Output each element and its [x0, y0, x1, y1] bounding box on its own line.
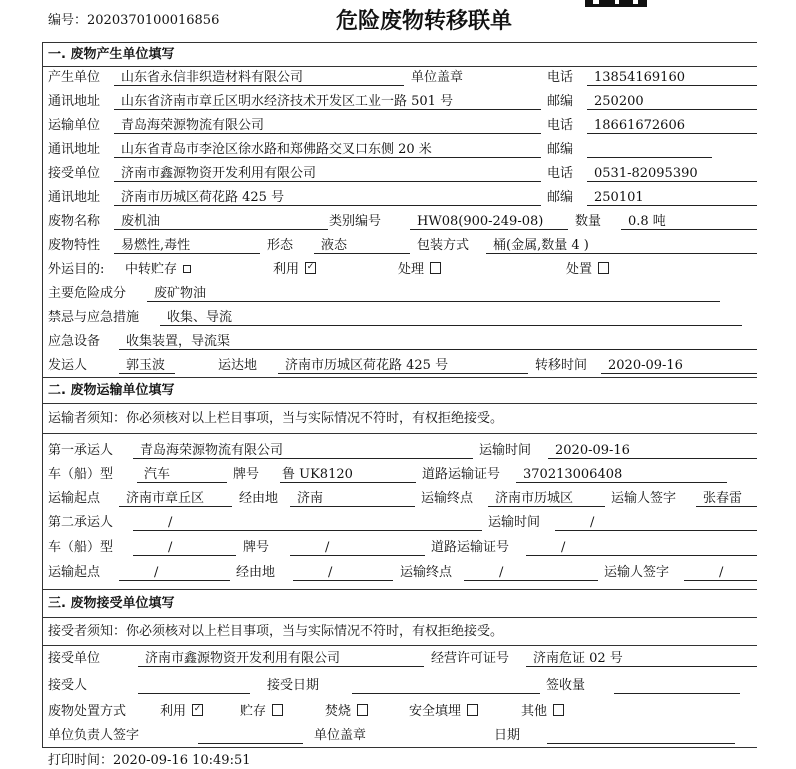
package-field: 桶(金属,数量 4 ) — [486, 237, 757, 254]
measures-field: 收集、导流 — [160, 309, 742, 326]
purpose-option-label: 处理 — [398, 262, 425, 277]
carrier-address-field: 山东省青岛市李沧区徐水路和郑佛路交叉口东侧 20 米 — [114, 141, 541, 158]
purpose-option-label: 利用 — [273, 262, 300, 277]
receiver-phone-field: 0531-82095390 — [587, 165, 757, 182]
method-option-label: 贮存 — [240, 704, 267, 719]
end-label: 运输终点 — [421, 491, 474, 506]
vehicle-label: 车（船）型 — [48, 467, 114, 482]
producer-field: 山东省永信非织造材料有限公司 — [114, 69, 404, 86]
category-label: 类别编号 — [329, 214, 382, 229]
receiver-field: 济南市鑫源物资开发利用有限公司 — [114, 165, 541, 182]
category-field: HW08(900-249-08) — [410, 213, 568, 230]
shipper-field: 郭玉波 — [119, 357, 175, 374]
first-carrier-field: 青岛海荣源物流有限公司 — [133, 442, 473, 459]
hazard-field: 废矿物油 — [147, 285, 720, 302]
zip-label: 邮编 — [547, 190, 574, 205]
date-field[interactable] — [547, 727, 735, 744]
second-via-field: / — [293, 564, 393, 581]
second-start-field: / — [119, 564, 230, 581]
purpose-label: 外运目的: — [48, 262, 105, 277]
second-vehicle-field: / — [133, 539, 236, 556]
method-option-label: 其他 — [521, 704, 548, 719]
section-2-title: 二. 废物运输单位填写 — [48, 383, 175, 398]
shipper-label: 发运人 — [48, 358, 88, 373]
producer-zip-field: 250200 — [587, 93, 757, 110]
permit-label: 道路运输证号 — [431, 540, 510, 555]
method-option-label: 安全填埋 — [409, 704, 462, 719]
form-label: 形态 — [267, 238, 294, 253]
checkbox-icon[interactable] — [272, 704, 283, 716]
start-label: 运输起点 — [48, 565, 101, 580]
receiver-notice: 接受者须知：你必须核对以上栏目事项，当与实际情况不符时，有权拒绝接受。 — [48, 624, 504, 639]
license-label: 经营许可证号 — [431, 651, 510, 666]
transfer-time-field: 2020-09-16 — [601, 357, 757, 374]
permit-label: 道路运输证号 — [422, 467, 501, 482]
print-time — [48, 752, 251, 769]
section-1-title: 一. 废物产生单位填写 — [48, 47, 175, 62]
purpose-disposal[interactable] — [566, 261, 609, 278]
via-label: 经由地 — [236, 565, 276, 580]
checkbox-icon[interactable] — [192, 704, 203, 716]
purpose-treatment[interactable] — [398, 261, 441, 278]
phone-label: 电话 — [547, 70, 574, 85]
producer-address-field: 山东省济南市章丘区明水经济技术开发区工业一路 501 号 — [114, 93, 541, 110]
plate-label: 牌号 — [233, 467, 260, 482]
first-end-field: 济南市历城区 — [488, 490, 605, 507]
method-storage[interactable] — [240, 703, 283, 720]
first-via-field: 济南 — [290, 490, 415, 507]
second-carrier-label: 第二承运人 — [48, 515, 114, 530]
method-landfill[interactable] — [409, 703, 478, 720]
receiver-address-field: 济南市历城区荷花路 425 号 — [114, 189, 541, 206]
equipment-label: 应急设备 — [48, 334, 101, 349]
sign-label: 运输人签字 — [611, 491, 677, 506]
carrier-notice: 运输者须知：你必须核对以上栏目事项，当与实际情况不符时，有权拒绝接受。 — [48, 411, 504, 426]
serial-number — [48, 12, 219, 29]
first-time-field: 2020-09-16 — [548, 442, 757, 459]
checkbox-icon[interactable] — [430, 262, 441, 274]
license-field: 济南危证 02 号 — [526, 650, 757, 667]
print-time-label: 打印时间： — [48, 753, 114, 768]
address-label: 通讯地址 — [48, 142, 101, 157]
serial-value: 2020370100016856 — [87, 13, 220, 28]
second-carrier-field: / — [133, 514, 482, 531]
carrier-phone-field: 18661672606 — [587, 117, 757, 134]
address-label: 通讯地址 — [48, 94, 101, 109]
amount-label: 签收量 — [546, 678, 586, 693]
print-time-value: 2020-09-16 10:49:51 — [113, 753, 251, 768]
receiver-person-label: 接受人 — [48, 678, 88, 693]
package-label: 包装方式 — [417, 238, 470, 253]
unit-seal-label: 单位盖章 — [314, 728, 367, 743]
waste-name-label: 废物名称 — [48, 214, 101, 229]
date-label: 日期 — [494, 728, 521, 743]
checkbox-icon[interactable] — [553, 704, 564, 716]
transport-time-label: 运输时间 — [488, 515, 541, 530]
waste-name-field: 废机油 — [114, 213, 328, 230]
destination-label: 运达地 — [218, 358, 258, 373]
head-sign-field[interactable] — [198, 727, 303, 744]
purpose-option-label: 处置 — [566, 262, 593, 277]
method-option-label: 焚烧 — [325, 704, 352, 719]
first-vehicle-field: 汽车 — [137, 466, 227, 483]
checkbox-icon[interactable] — [183, 265, 191, 273]
method-utilization[interactable] — [160, 703, 203, 720]
first-sign-field: 张春雷 — [696, 490, 757, 507]
sign-label: 运输人签字 — [604, 565, 670, 580]
receive-date-field[interactable] — [352, 677, 540, 694]
receiving-unit-field: 济南市鑫源物资开发利用有限公司 — [138, 650, 424, 667]
property-field: 易燃性,毒性 — [114, 237, 260, 254]
phone-label: 电话 — [547, 118, 574, 133]
second-permit-field: / — [526, 539, 757, 556]
zip-label: 邮编 — [547, 142, 574, 157]
carrier-label: 运输单位 — [48, 118, 101, 133]
second-sign-field: / — [684, 564, 757, 581]
property-label: 废物特性 — [48, 238, 101, 253]
producer-label: 产生单位 — [48, 70, 101, 85]
address-label: 通讯地址 — [48, 190, 101, 205]
seal-label: 单位盖章 — [411, 70, 464, 85]
checkbox-icon[interactable] — [467, 704, 478, 716]
measures-label: 禁忌与应急措施 — [48, 310, 140, 325]
zip-label: 邮编 — [547, 94, 574, 109]
equipment-field: 收集装置，导流渠 — [119, 333, 757, 350]
plate-label: 牌号 — [243, 540, 270, 555]
first-carrier-label: 第一承运人 — [48, 443, 114, 458]
via-label: 经由地 — [239, 491, 279, 506]
vehicle-label: 车（船）型 — [48, 540, 114, 555]
end-label: 运输终点 — [400, 565, 453, 580]
serial-label: 编号： — [48, 13, 88, 28]
form-field: 液态 — [314, 237, 410, 254]
destination-field: 济南市历城区荷花路 425 号 — [278, 357, 528, 374]
second-end-field: / — [464, 564, 598, 581]
receiver-person-field[interactable] — [138, 677, 250, 694]
transfer-time-label: 转移时间 — [535, 358, 588, 373]
page-title: 危险废物转移联单 — [336, 9, 513, 34]
quantity-field: 0.8 吨 — [621, 213, 757, 230]
receive-date-label: 接受日期 — [267, 678, 320, 693]
hazard-label: 主要危险成分 — [48, 286, 127, 301]
transport-time-label: 运输时间 — [479, 443, 532, 458]
receiver-zip-field: 250101 — [587, 189, 757, 206]
purpose-option-label: 中转贮存 — [125, 262, 178, 277]
start-label: 运输起点 — [48, 491, 101, 506]
first-plate-field: 鲁 UK8120 — [280, 466, 416, 483]
checkbox-icon[interactable] — [357, 704, 368, 716]
second-time-field: / — [555, 514, 757, 531]
checkbox-icon[interactable] — [598, 262, 609, 274]
second-plate-field: / — [290, 539, 425, 556]
purpose-transfer-storage[interactable] — [125, 261, 191, 278]
first-start-field: 济南市章丘区 — [119, 490, 232, 507]
carrier-field: 青岛海荣源物流有限公司 — [114, 117, 541, 134]
receiving-unit-label: 接受单位 — [48, 651, 101, 666]
carrier-zip-field — [587, 141, 712, 158]
method-other[interactable] — [521, 703, 564, 720]
method-incineration[interactable] — [325, 703, 368, 720]
head-sign-label: 单位负责人签字 — [48, 728, 140, 743]
receiver-label: 接受单位 — [48, 166, 101, 181]
method-label: 废物处置方式 — [48, 704, 127, 719]
amount-field[interactable] — [614, 677, 740, 694]
method-option-label: 利用 — [160, 704, 187, 719]
first-permit-field: 370213006408 — [516, 466, 727, 483]
checkbox-icon[interactable] — [305, 262, 316, 274]
qr-code-fragment — [585, 0, 647, 7]
purpose-utilization[interactable] — [273, 261, 316, 278]
section-3-title: 三. 废物接受单位填写 — [48, 596, 175, 611]
phone-label: 电话 — [547, 166, 574, 181]
producer-phone-field: 13854169160 — [587, 69, 757, 86]
quantity-label: 数量 — [575, 214, 602, 229]
